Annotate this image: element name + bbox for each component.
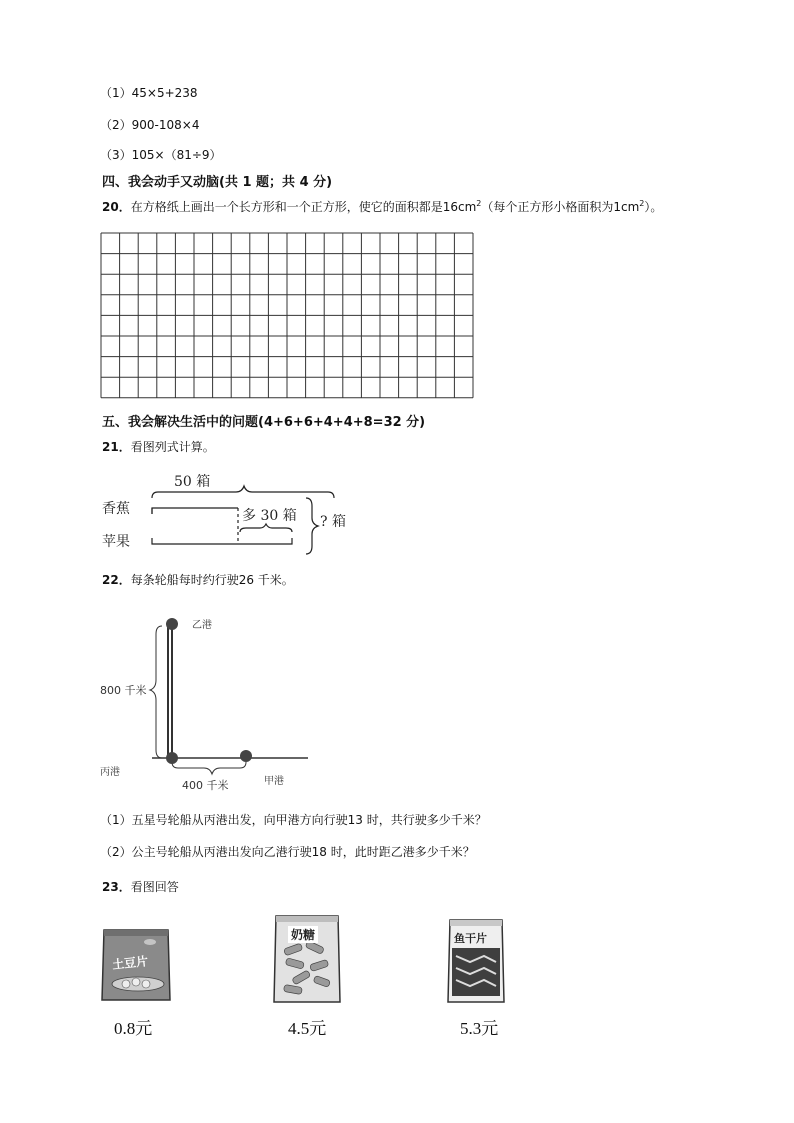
row-apple: 苹果	[102, 534, 130, 550]
question-20-sup-a: 2	[476, 199, 482, 208]
port-b-label: 乙港	[192, 620, 212, 631]
vertical-distance-label: 800 千米	[100, 684, 147, 697]
question-22-sub-2: （2）公主号轮船从丙港出发向乙港行驶18 时，此时距乙港多少千米？	[100, 845, 475, 859]
question-20-text-c: ）。	[644, 200, 663, 214]
question-23	[102, 878, 179, 895]
port-c-label: 丙港	[100, 767, 120, 778]
extra-brace	[240, 524, 292, 532]
horizontal-distance-brace	[172, 762, 246, 774]
question-20	[102, 198, 662, 215]
question-20-number: 20．	[102, 200, 131, 214]
fish-snack-bag	[446, 916, 506, 1004]
port-a-label: 甲港	[264, 776, 284, 787]
question-21	[102, 438, 215, 455]
question-20-sup-b: 2	[639, 199, 645, 208]
exercise-2: （2）900-108×4	[100, 118, 200, 132]
question-23-text: 看图回答	[130, 880, 179, 894]
question-22	[102, 571, 294, 588]
chips-bag-name: 土豆片	[111, 954, 149, 972]
port-b-marker	[166, 618, 178, 630]
question-22-number: 22．	[102, 573, 131, 587]
candy-bag-name: 奶糖	[288, 926, 318, 943]
candy-bag	[270, 912, 344, 1004]
banana-segment	[152, 508, 238, 514]
question-22-text: 每条轮船每时约行驶26 千米。	[130, 573, 294, 587]
more-label: 多 30 箱	[242, 508, 297, 524]
exercise-1: （1）45×5+238	[100, 86, 198, 100]
horizontal-distance-label: 400 千米	[182, 779, 229, 792]
fish-snack-price: 5.3元	[460, 1019, 499, 1038]
question-22-sub-1: （1）五星号轮船从丙港出发，向甲港方向行驶13 时，共行驶多少千米？	[100, 813, 487, 827]
question-20-text-b: （每个正方形小格面积为1cm	[481, 200, 640, 214]
fish-snack-bag-name: 鱼干片	[454, 932, 487, 945]
total-label: ? 箱	[320, 514, 346, 530]
section-4-title: 四、我会动手又动脑(共 1 题；共 4 分)	[102, 175, 333, 190]
exercise-3: （3）105×（81÷9）	[100, 148, 222, 162]
question-21-number: 21．	[102, 440, 131, 454]
chips-price: 0.8元	[114, 1019, 153, 1038]
question-23-number: 23．	[102, 880, 131, 894]
total-brace	[306, 498, 318, 554]
vertical-distance-brace	[150, 626, 162, 758]
row-banana: 香蕉	[102, 501, 130, 517]
chips-bag	[98, 924, 174, 1004]
apple-segment	[152, 538, 292, 544]
banana-apple-diagram	[96, 468, 366, 558]
port-c-marker	[166, 752, 178, 764]
question-21-text: 看图列式计算。	[130, 440, 215, 454]
candy-price: 4.5元	[288, 1019, 327, 1038]
port-a-marker	[240, 750, 252, 762]
port-map	[96, 610, 326, 800]
section-5-title: 五、我会解决生活中的问题(4+6+6+4+4+8=32 分)	[102, 415, 426, 430]
grid-paper[interactable]	[100, 232, 478, 400]
question-20-text-a: 在方格纸上画出一个长方形和一个正方形，使它的面积都是16cm	[130, 200, 477, 214]
top-label: 50 箱	[174, 474, 211, 490]
